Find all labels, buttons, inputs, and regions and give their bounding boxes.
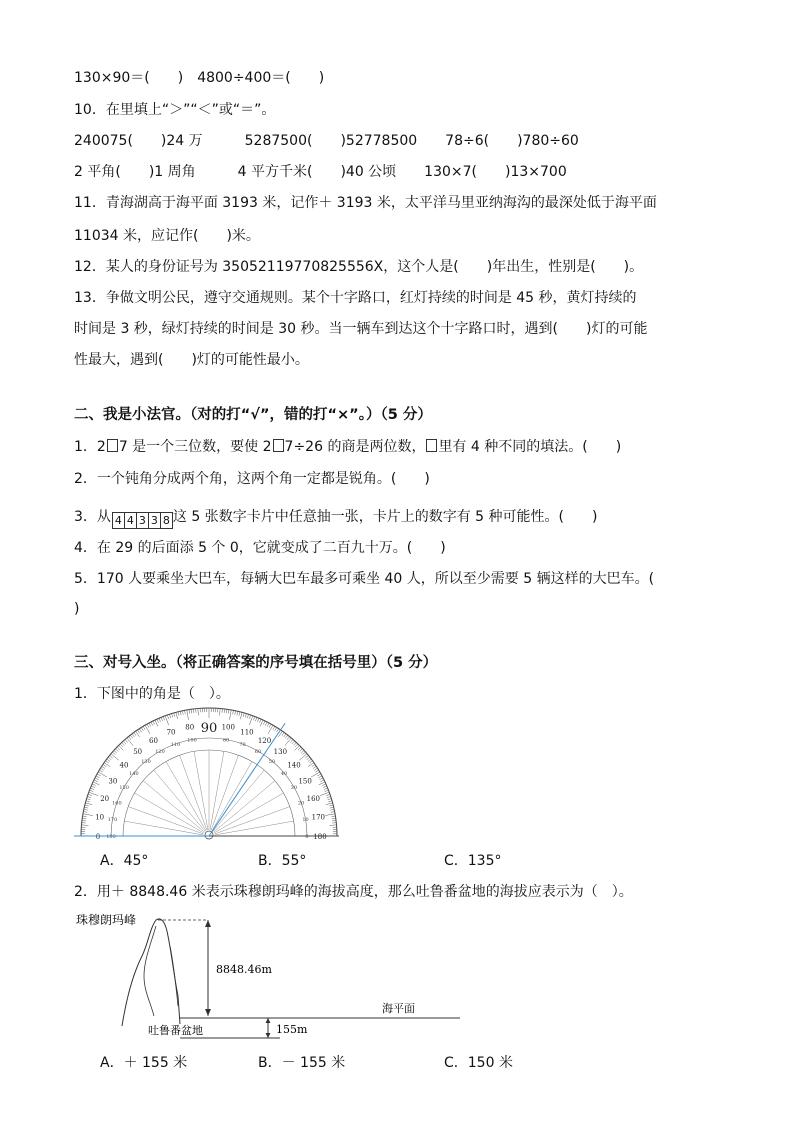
- degree-tick: [285, 735, 287, 738]
- q2-option-c: C．150 米: [444, 1055, 513, 1071]
- degree-tick: [163, 717, 164, 721]
- digit-card: 8: [160, 512, 173, 529]
- degree-tick: [331, 812, 335, 813]
- degree-tick: [307, 757, 310, 759]
- degree-tick: [330, 807, 334, 808]
- degree-tick: [247, 714, 248, 718]
- degree-tick: [239, 712, 240, 716]
- degree-tick: [84, 809, 88, 810]
- inner-tick-label: 80: [222, 737, 230, 744]
- degree-tick: [92, 784, 96, 786]
- outer-tick-label: 20: [100, 795, 110, 804]
- radial-line: [143, 781, 204, 832]
- degree-tick: [309, 761, 312, 763]
- elevation-diagram: [70, 906, 470, 1046]
- degree-tick: [301, 750, 304, 753]
- section-3-question-2: 2．用＋ 8848.46 米表示珠穆朗玛峰的海拔高度，那么吐鲁番盆地的海拔应表示为（ ）。: [74, 884, 633, 900]
- degree-tick: [134, 732, 136, 735]
- degree-tick: [83, 816, 87, 817]
- degree-tick: [323, 786, 327, 788]
- question-10-row-1: 240075( )24 万 5287500( )52778500 78÷6( )780÷60: [74, 133, 579, 149]
- degree-tick: [253, 717, 254, 721]
- degree-tick: [123, 741, 126, 744]
- degree-tick: [319, 782, 325, 785]
- radial-line: [210, 751, 224, 830]
- section-3-question-1: 1．下图中的角是（ ）。: [74, 686, 230, 702]
- degree-tick: [235, 711, 236, 715]
- section-2-title: 二、我是小法官。（对的打“√”，错的打“×”。）（5 分）: [74, 407, 432, 423]
- outer-tick-label: 170: [311, 813, 326, 822]
- degree-tick: [226, 709, 227, 713]
- mountain-outline: [122, 919, 180, 1026]
- basin-label: 吐鲁番盆地: [148, 1024, 203, 1037]
- degree-tick: [287, 737, 290, 740]
- degree-tick: [311, 772, 320, 777]
- degree-tick: [237, 711, 238, 715]
- degree-tick: [327, 796, 331, 797]
- degree-tick: [149, 723, 151, 727]
- degree-tick: [187, 710, 189, 720]
- degree-tick: [320, 780, 324, 782]
- degree-tick: [147, 724, 149, 727]
- outer-tick-label: 70: [166, 728, 176, 737]
- degree-tick: [115, 749, 118, 752]
- degree-tick: [167, 715, 168, 719]
- degree-tick: [255, 717, 256, 721]
- inner-tick-label: 50: [268, 758, 276, 765]
- degree-tick: [169, 714, 170, 718]
- radial-line: [154, 770, 205, 831]
- question-13-line-1: 13．争做文明公民，遵守交通规则。某个十字路口，红灯持续的时间是 45 秒，黄灯持续的: [74, 290, 637, 306]
- degree-tick: [99, 770, 102, 772]
- radial-line: [211, 755, 238, 830]
- question-11-line-1: 11．青海湖高于海平面 3193 米，记作＋ 3193 米，太平洋马里亚纳海沟的最深处低于海平面: [74, 195, 657, 211]
- degree-tick: [114, 750, 117, 753]
- depth-arrow-foot: [266, 1033, 271, 1038]
- question-13-line-2: 时间是 3 秒，绿灯持续的时间是 30 秒。当一辆车到达这个十字路口时，遇到( )灯的可能: [74, 321, 648, 337]
- degree-tick: [313, 766, 316, 768]
- outer-tick-label: 60: [149, 736, 158, 745]
- degree-tick: [83, 812, 87, 813]
- height-arrow-head: [205, 920, 211, 927]
- degree-tick: [220, 708, 221, 715]
- degree-tick: [94, 780, 98, 782]
- degree-tick: [308, 759, 311, 761]
- degree-tick: [90, 790, 94, 791]
- radial-line: [213, 770, 264, 831]
- degree-tick: [294, 742, 297, 745]
- degree-tick: [172, 714, 173, 718]
- degree-tick: [229, 710, 231, 720]
- degree-tick: [96, 776, 100, 778]
- inner-tick-label: 170: [107, 816, 118, 823]
- degree-tick: [132, 734, 134, 737]
- q1-part-c: 7÷26 的商是两位数，: [284, 439, 426, 455]
- protractor-figure: [74, 706, 344, 842]
- degree-tick: [282, 732, 284, 735]
- degree-tick: [319, 778, 323, 780]
- outer-tick-label: 10: [95, 813, 105, 822]
- section-2-question-4: 4．在 29 的后面添 5 个 0，它就变成了二百九十万。( ): [74, 540, 446, 556]
- degree-tick: [305, 755, 308, 758]
- degree-tick: [314, 768, 317, 770]
- height-arrow-foot: [205, 1009, 211, 1016]
- degree-tick: [299, 754, 307, 760]
- degree-tick: [277, 729, 279, 732]
- blank-box-icon: [107, 439, 118, 452]
- outer-tick-label: 50: [133, 747, 143, 756]
- degree-tick: [128, 737, 131, 740]
- degree-tick: [260, 720, 263, 726]
- section-2-question-1: [74, 437, 621, 457]
- degree-tick: [87, 796, 91, 797]
- degree-tick: [263, 721, 265, 725]
- question-10-row-2: 2 平角( )1 周角 4 平方千米( )40 公顷 130×7( )13×700: [74, 164, 567, 180]
- digit-card: 3: [136, 512, 149, 529]
- degree-tick: [318, 776, 322, 778]
- degree-tick: [182, 711, 183, 715]
- degree-tick: [285, 738, 291, 746]
- radial-line: [212, 762, 252, 831]
- degree-tick: [95, 778, 99, 780]
- blank-box-icon: [426, 439, 437, 452]
- degree-tick: [178, 712, 179, 716]
- radial-line: [166, 762, 206, 831]
- degree-tick: [103, 764, 106, 766]
- degree-tick: [153, 721, 155, 725]
- degree-tick: [295, 744, 298, 747]
- inner-tick-label: 70: [239, 741, 246, 748]
- degree-tick: [159, 718, 161, 722]
- section-2-question-2: 2．一个钝角分成两个角，这两个角一定都是锐角。( ): [74, 471, 430, 487]
- degree-tick: [322, 784, 326, 786]
- degree-tick: [174, 713, 175, 717]
- inner-tick-label: 130: [141, 758, 151, 765]
- outer-tick-label: 80: [185, 723, 195, 732]
- degree-tick: [328, 801, 332, 802]
- degree-tick: [145, 725, 150, 734]
- radial-line: [135, 793, 204, 833]
- inner-tick-label: 150: [119, 785, 129, 791]
- degree-tick: [331, 816, 335, 817]
- degree-tick: [98, 772, 107, 777]
- degree-tick: [108, 757, 111, 759]
- degree-tick: [122, 742, 125, 745]
- outer-tick-label: 40: [119, 761, 129, 770]
- question-13-line-3: 性最大，遇到( )灯的可能性最小。: [74, 352, 309, 368]
- outer-tick-label: 180: [313, 833, 327, 841]
- depth-label: 155m: [276, 1023, 308, 1036]
- degree-tick: [326, 803, 333, 805]
- degree-tick: [330, 825, 337, 826]
- radial-line: [128, 807, 203, 834]
- degree-tick: [91, 786, 95, 788]
- degree-tick: [151, 722, 153, 726]
- section-2-question-3: [74, 507, 597, 530]
- inner-tick-label: 160: [112, 800, 122, 807]
- section-3-title: 三、对号入坐。（将正确答案的序号填在括号里）（5 分）: [74, 655, 438, 671]
- question-11-line-2: 11034 米，应记作( )米。: [74, 228, 260, 244]
- degree-tick: [102, 766, 105, 768]
- radial-line: [194, 751, 208, 830]
- inner-tick-label: 0: [305, 834, 309, 840]
- degree-tick: [161, 717, 162, 721]
- degree-tick: [233, 710, 234, 714]
- outer-tick-label: 140: [287, 761, 301, 770]
- degree-tick: [265, 722, 267, 726]
- degree-tick: [111, 754, 119, 760]
- degree-tick: [300, 749, 303, 752]
- degree-tick: [312, 764, 315, 766]
- degree-tick: [269, 724, 271, 727]
- question-10: 10．在里填上“＞”“＜”或“＝”。: [74, 102, 276, 118]
- q2-option-b: B．－ 155 米: [258, 1055, 346, 1071]
- q1-option-c: C．135°: [444, 853, 502, 869]
- degree-tick: [295, 745, 300, 750]
- degree-tick: [330, 809, 334, 810]
- degree-tick: [87, 799, 91, 800]
- degree-tick: [324, 788, 328, 789]
- degree-tick: [228, 710, 229, 714]
- degree-tick: [191, 709, 192, 713]
- blank-box-icon: [273, 439, 284, 452]
- degree-tick: [141, 727, 143, 730]
- degree-tick: [157, 719, 159, 723]
- question-12: 12．某人的身份证号为 35052119770825556X，这个人是( )年出生，性别是( )。: [74, 259, 644, 275]
- line-1: 130×90＝( ) 4800÷400＝( ): [74, 70, 325, 86]
- degree-tick: [325, 790, 329, 791]
- degree-tick: [198, 708, 199, 715]
- degree-tick: [325, 814, 335, 816]
- degree-tick: [257, 718, 259, 722]
- peak-label: 珠穆朗玛峰: [76, 913, 137, 927]
- mountain-ridge: [144, 926, 156, 1016]
- inner-tick-label: 180: [106, 834, 116, 840]
- outer-tick-label: 150: [298, 777, 312, 786]
- degree-tick: [155, 720, 158, 726]
- inner-tick-label: 10: [302, 816, 309, 823]
- digit-card: 3: [148, 512, 161, 529]
- degree-tick: [303, 752, 306, 755]
- section-2-question-5-line-2: ): [74, 601, 80, 617]
- q1-option-b: B．55°: [258, 853, 307, 869]
- degree-tick: [120, 744, 123, 747]
- degree-tick: [189, 710, 190, 714]
- inner-tick-label: 100: [187, 737, 197, 744]
- degree-tick: [245, 714, 246, 718]
- q2-option-a: A．＋ 155 米: [100, 1055, 188, 1071]
- degree-tick: [268, 725, 273, 734]
- outer-tick-label: 160: [306, 795, 320, 804]
- depth-arrow-head: [266, 1018, 271, 1023]
- degree-tick: [90, 788, 94, 789]
- section-2-question-5-line-1: 5．170 人要乘坐大巴车，每辆大巴车最多可乘坐 40 人，所以至少需要 5 辆这样的大巴车。(: [74, 571, 655, 587]
- degree-tick: [85, 803, 92, 805]
- degree-tick: [326, 794, 330, 795]
- degree-tick: [290, 739, 293, 742]
- degree-tick: [137, 730, 139, 733]
- degree-tick: [85, 805, 89, 806]
- degree-tick: [81, 825, 88, 826]
- degree-tick: [97, 774, 100, 776]
- center-mark: [205, 831, 213, 839]
- degree-tick: [118, 745, 123, 750]
- degree-tick: [112, 752, 115, 755]
- outer-tick-label: 0: [95, 833, 101, 841]
- degree-tick: [107, 759, 110, 761]
- degree-tick: [180, 711, 181, 715]
- inner-tick-label: 110: [170, 741, 181, 748]
- degree-tick: [292, 741, 295, 744]
- ninety-label: 90: [200, 721, 218, 736]
- degree-tick: [259, 719, 261, 723]
- q1-part-a: 1．2: [74, 439, 106, 455]
- digit-cards: [112, 510, 172, 530]
- degree-tick: [82, 818, 86, 819]
- radial-line: [214, 781, 275, 832]
- protractor: [74, 708, 339, 841]
- inner-tick-label: 30: [290, 785, 298, 791]
- degree-tick: [117, 747, 120, 750]
- degree-tick: [110, 755, 113, 758]
- degree-tick: [273, 726, 275, 729]
- q1-option-a: A．45°: [100, 853, 149, 869]
- degree-tick: [240, 712, 242, 719]
- radial-line: [215, 821, 294, 835]
- q3-part-a: 3．从: [74, 509, 111, 525]
- degree-tick: [143, 726, 145, 729]
- degree-tick: [249, 715, 250, 719]
- inner-tick-label: 140: [129, 771, 139, 778]
- degree-tick: [332, 818, 336, 819]
- degree-tick: [88, 794, 92, 795]
- degree-tick: [93, 782, 99, 785]
- degree-tick: [105, 761, 108, 763]
- inner-tick-label: 120: [155, 749, 165, 756]
- radial-line: [180, 755, 207, 830]
- degree-tick: [328, 799, 332, 800]
- digit-card: 4: [112, 512, 125, 529]
- outer-tick-label: 110: [240, 728, 254, 737]
- degree-tick: [84, 807, 88, 808]
- outer-tick-label: 130: [273, 747, 288, 756]
- inner-tick-label: 40: [280, 771, 288, 778]
- degree-tick: [130, 735, 132, 738]
- degree-tick: [317, 774, 320, 776]
- inner-tick-label: 20: [297, 800, 305, 807]
- outer-tick-label: 100: [221, 723, 235, 732]
- degree-tick: [127, 738, 133, 746]
- degree-tick: [125, 739, 128, 742]
- degree-tick: [284, 734, 286, 737]
- height-label: 8848.46m: [216, 963, 272, 976]
- degree-tick: [243, 713, 244, 717]
- inner-tick-label: 60: [254, 749, 262, 756]
- q1-part-d: 里有 4 种不同的填法。( ): [438, 439, 622, 455]
- degree-tick: [329, 805, 333, 806]
- digit-card: 4: [124, 512, 137, 529]
- degree-tick: [83, 814, 93, 816]
- q1-part-b: 7 是一个三位数，要使 2: [118, 439, 272, 455]
- degree-tick: [139, 729, 141, 732]
- degree-tick: [275, 727, 277, 730]
- degree-tick: [298, 747, 301, 750]
- degree-tick: [176, 712, 178, 719]
- sea-level-label: 海平面: [382, 1002, 415, 1015]
- degree-tick: [100, 768, 103, 770]
- degree-tick: [185, 710, 186, 714]
- degree-tick: [315, 770, 318, 772]
- degree-tick: [86, 801, 90, 802]
- degree-tick: [267, 723, 269, 727]
- q3-part-b: 这 5 张数字卡片中任意抽一张，卡片上的数字有 5 种可能性。( ): [172, 509, 598, 525]
- outer-tick-label: 120: [257, 736, 272, 745]
- outer-tick-label: 30: [108, 777, 118, 786]
- radial-line: [124, 821, 203, 835]
